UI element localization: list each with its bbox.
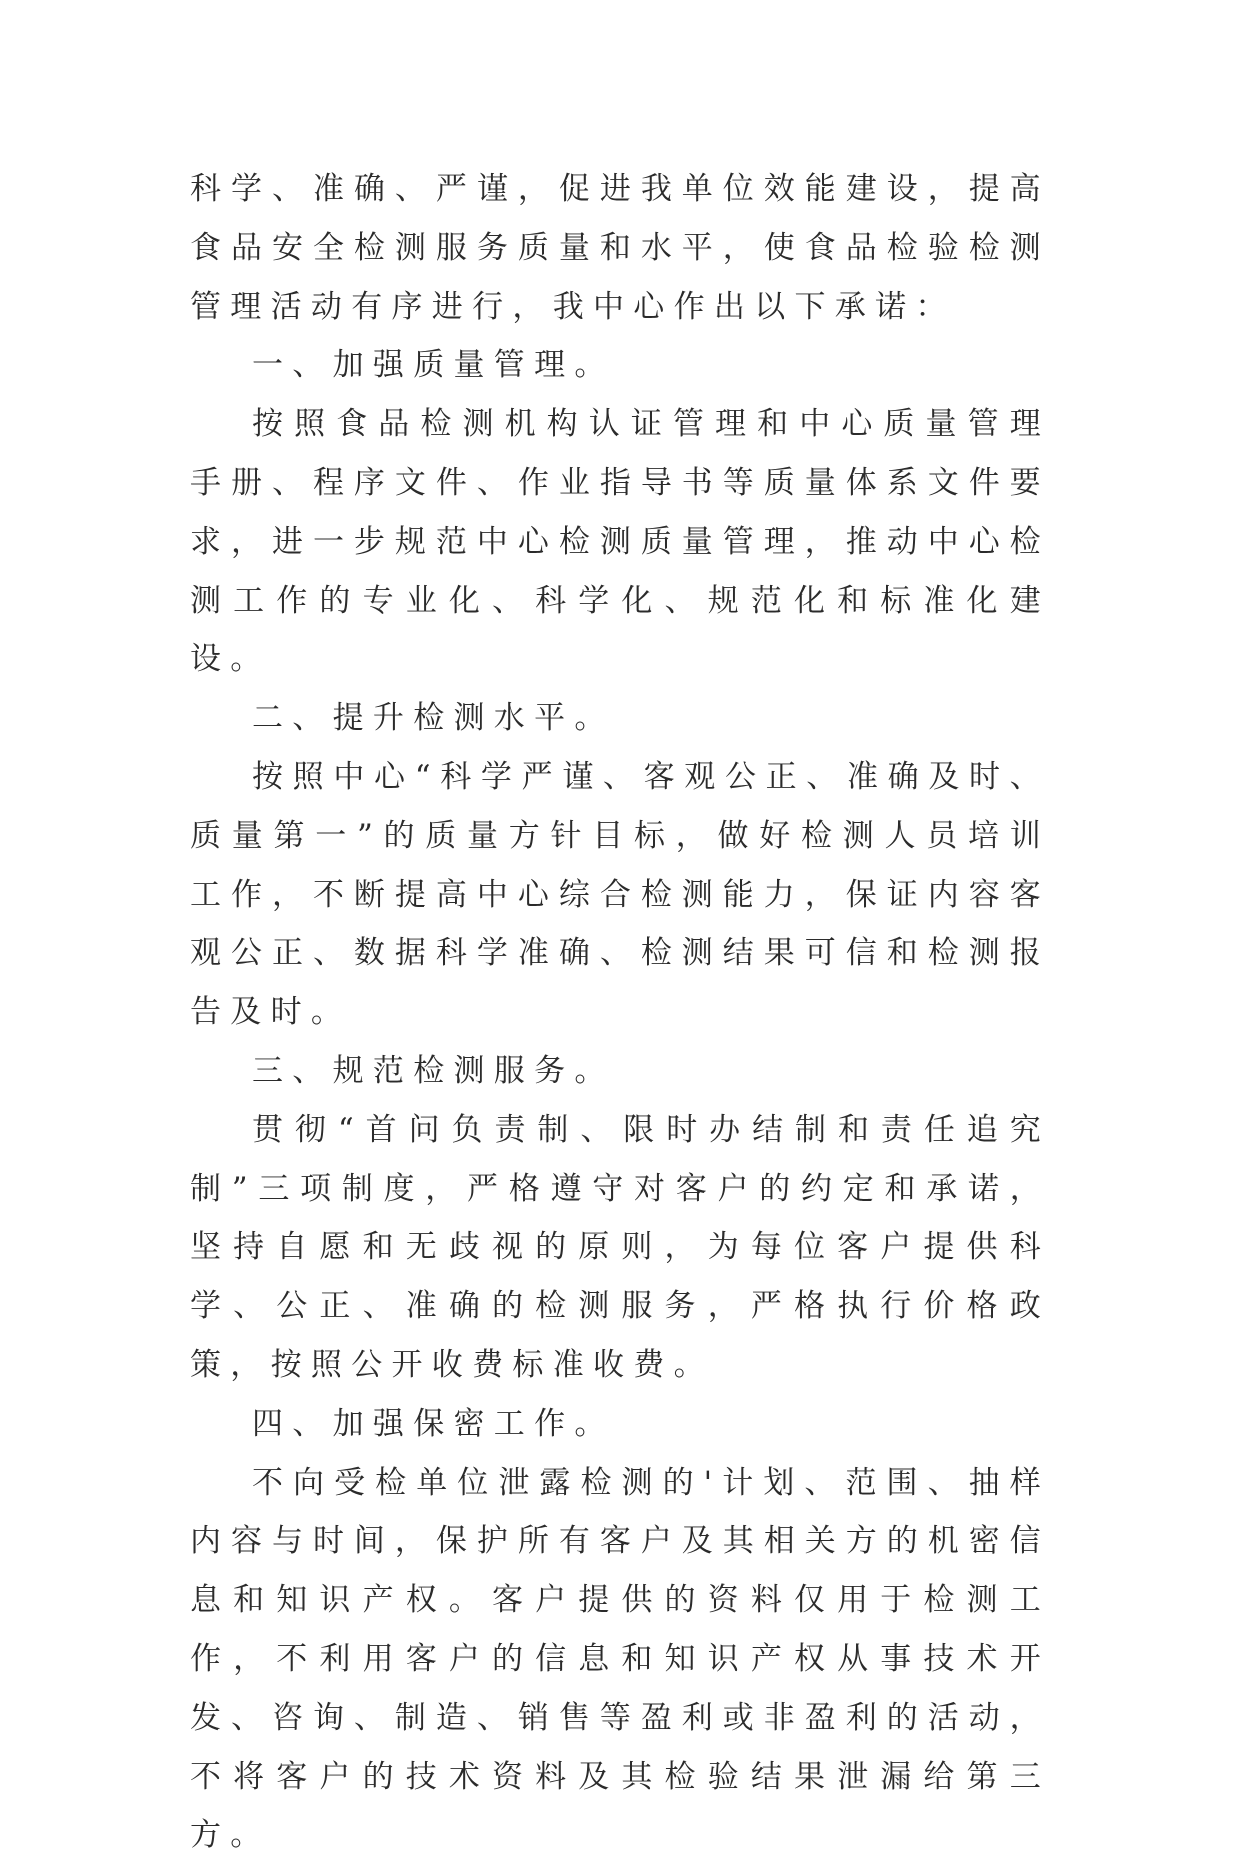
heading-testing-level: 二、提升检测水平。: [252, 700, 615, 737]
paragraph-intro: 科学、准确、严谨，促进我单位效能建设，提高食品安全检测服务质量和水平，使食品检验检测管理活动有序进行，我中心作出以下承诺：: [190, 171, 1050, 325]
paragraph-quality-management: 按照食品检测机构认证管理和中心质量管理手册、程序文件、作业指导书等质量体系文件要求，进一步规范中心检测质量管理，推动中心检测工作的专业化、科学化、规范化和标准化建设。: [190, 406, 1050, 678]
heading-quality-management: 一、加强质量管理。: [252, 347, 615, 384]
paragraph-confidentiality: 不向受检单位泄露检测的'计划、范围、抽样内容与时间，保护所有客户及其相关方的机密信息和知识产权。客户提供的资料仅用于检测工作，不利用客户的信息和知识产权从事技术开发、咨询、制造、销售等盈利或非盈利的活动，不将客户的技术资料及其检验结果泄漏给第三方。: [190, 1464, 1050, 1854]
heading-testing-service: 三、规范检测服务。: [252, 1052, 615, 1089]
document-body: [190, 160, 1050, 1865]
paragraph-testing-service: 贯彻“首问负责制、限时办结制和责任追究制”三项制度，严格遵守对客户的约定和承诺，坚持自愿和无歧视的原则，为每位客户提供科学、公正、准确的检测服务，严格执行价格政策，按照公开收费标准收费。: [190, 1111, 1050, 1383]
paragraph-testing-level: 按照中心“科学严谨、客观公正、准确及时、质量第一”的质量方针目标，做好检测人员培训工作，不断提高中心综合检测能力，保证内容客观公正、数据科学准确、检测结果可信和检测报告及时。: [190, 758, 1050, 1031]
heading-confidentiality: 四、加强保密工作。: [252, 1405, 615, 1442]
